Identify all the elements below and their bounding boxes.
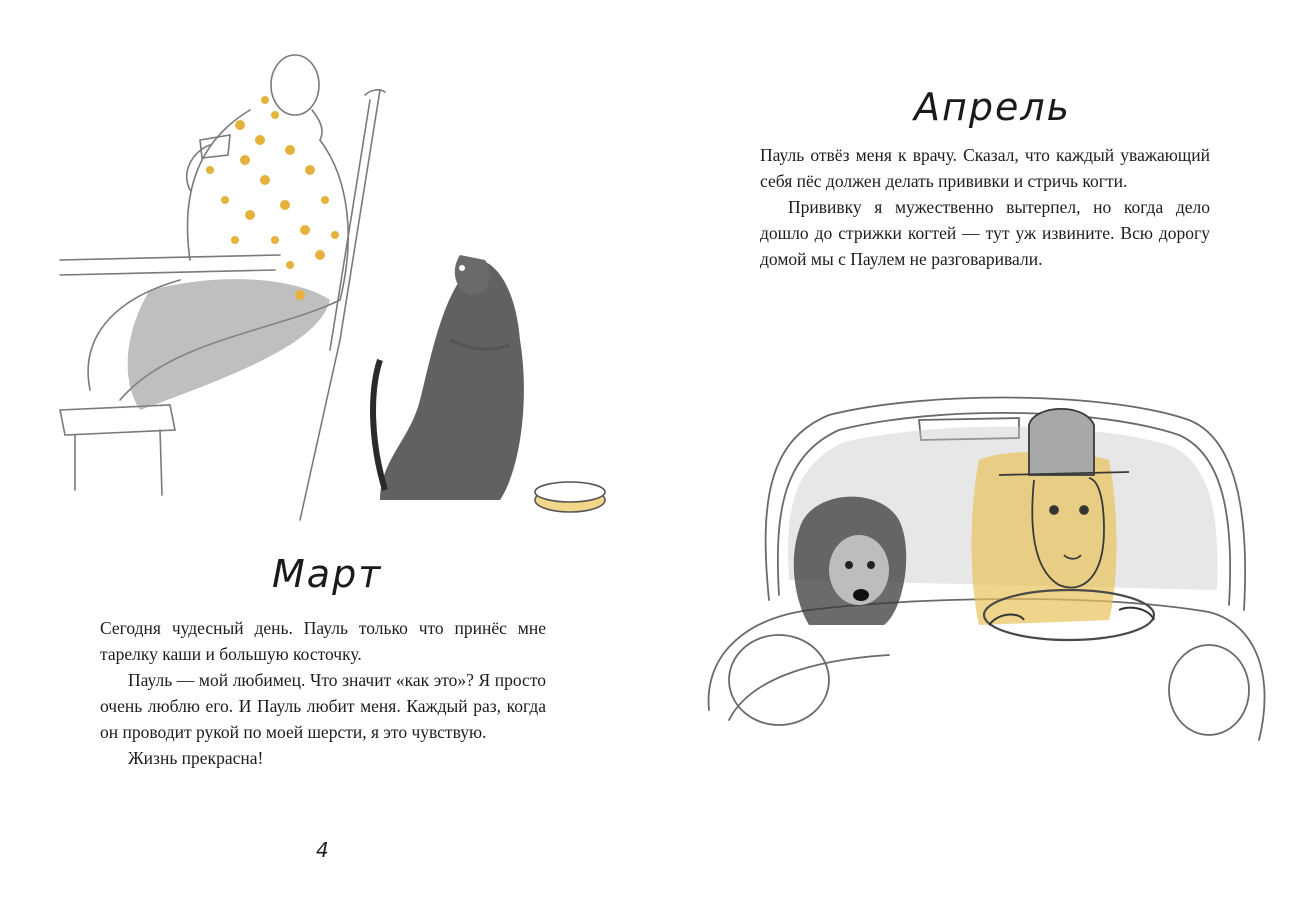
paragraph: Прививку я мужественно вытерпел, но когда дело дошло до стрижки когтей — тут уж извините. Всю дорогу домой мы с Паулем не разговаривали. <box>760 197 1210 269</box>
right-page <box>654 0 1309 920</box>
illustration-man-in-chair-and-dog <box>50 40 620 530</box>
march-text <box>100 615 546 771</box>
chapter-title-march: Март <box>272 552 383 596</box>
paragraph: Сегодня чудесный день. Пауль только что принёс мне тарелку каши и большую косточку. <box>100 618 546 664</box>
paragraph: Пауль отвёз меня к врачу. Сказал, что каждый уважающий себя пёс должен делать прививки и стричь когти. <box>760 145 1210 191</box>
paragraph: Жизнь прекрасна! <box>128 748 264 768</box>
april-text <box>760 142 1210 272</box>
illustration-dog-and-man-in-car <box>689 380 1269 760</box>
left-page <box>0 0 654 920</box>
page-number: 4 <box>316 838 329 862</box>
chapter-title-april: Апрель <box>914 85 1072 129</box>
paragraph: Пауль — мой любимец. Что значит «как это»? Я просто очень люблю его. И Пауль любит меня. Каждый раз, когда он проводит рукой по моей шерсти, я это чувствую. <box>100 670 546 742</box>
